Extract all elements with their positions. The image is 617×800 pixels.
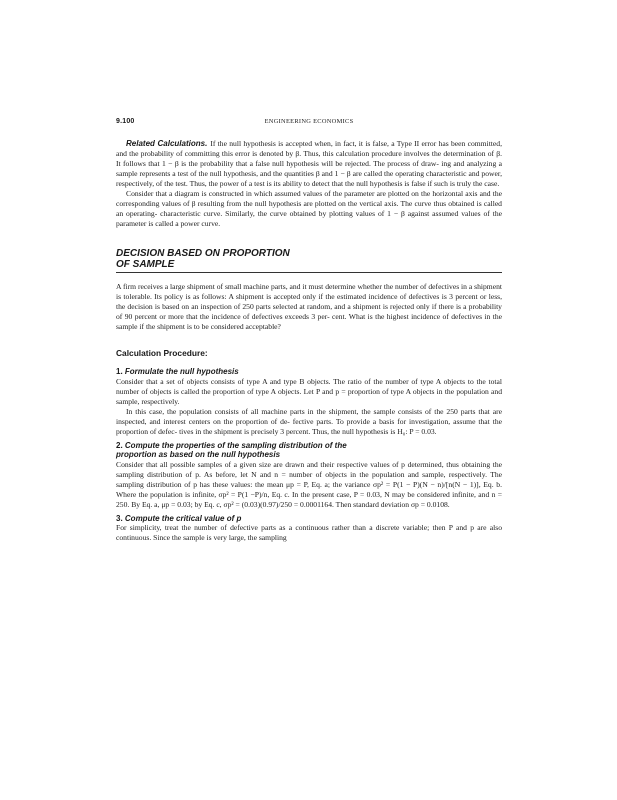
text-line: there is a probability of 90 percent or more that the incidence of defectives exceeds 3 per-: [116, 302, 502, 321]
steps-container: [116, 367, 502, 543]
step-title: Compute the properties of the sampling distribution of the: [124, 440, 347, 450]
text-line: A firm receives a large shipment of small machine parts, and it must determine whether: [116, 282, 382, 291]
text-line: 1 − β is the probability that a false null hypothesis will be rejected. The process of draw-: [161, 159, 439, 168]
text-line: For simplicity, treat the number of defective parts as a continuous rather than a discrete: [116, 523, 400, 533]
text-line: variable; then P and p are also continuous. Since the sample is very large, the sampling: [116, 523, 502, 543]
text-line: plotted on the horizontal axis and the corresponding values of β resulting from the null: [116, 189, 502, 208]
text-line: Type II error has been committed, and the probability of committing this error is denoted: [116, 139, 502, 158]
step-heading: [116, 514, 502, 524]
text-line: the power of a test is its ability to detect that the null hypothesis is false if such is truly the: [208, 179, 483, 188]
page-body: [116, 139, 502, 543]
section-title-line-2: OF SAMPLE: [116, 258, 175, 270]
running-title: ENGINEERING ECONOMICS: [264, 118, 354, 125]
page-header: [116, 118, 502, 130]
text-line: Consider that all possible samples of a given size are drawn and their respective values of p: [116, 459, 405, 469]
text-line: hypothesis are plotted on the vertical axis. The curve thus obtained is called an operating-: [116, 199, 502, 218]
text-line: these values: the mean μp = P, Eq. a; the variance σp² = P(1 − P)(N − n)/[n(N − 1)],: [212, 479, 481, 489]
related-calculations-paragraph-2: [116, 189, 502, 229]
text-line: case.: [484, 179, 500, 188]
step-heading: [116, 441, 502, 460]
text-line: consists of the 250 parts that are inspected, and interest centers on the proportion of de-: [116, 406, 502, 426]
text-line: considered acceptable?: [210, 322, 281, 331]
text-line: fective parts. To provide a basis for investigation, assume that the proportion of defec-: [116, 416, 502, 436]
text-line: In this case, the population consists of all machine parts in the shipment, the sample: [126, 406, 396, 416]
step-paragraph: [116, 523, 502, 543]
step-title-line-2: proportion as based on the null hypothesis: [116, 450, 281, 460]
text-line: 0.03, N may be considered infinite, and n = 250. By Eq. a, μp = 0.03; by Eq. c, σp² =: [116, 489, 502, 509]
text-line: tives in the shipment is precisely 3 percent. Thus, the null hypothesis is H₀: P = 0.03.: [179, 426, 437, 436]
step-title: Compute the critical value of p: [124, 513, 242, 523]
step-paragraph: [116, 377, 502, 407]
text-line: assumed values of the parameter is called a power curve.: [116, 209, 502, 228]
text-line: (0.03)(0.97)/250 = 0.0001164. Then standard deviation σp = 0.0108.: [241, 499, 450, 509]
text-line: number of type A objects to the total number of objects is called the proportion of type: [116, 376, 502, 396]
text-line: characteristic curve. Similarly, the curve obtained by plotting values of 1 − β against: [160, 209, 430, 218]
text-line: determined, thus obtaining the sampling distribution of p. As before, let N and n = number: [116, 459, 503, 479]
text-line: based on an inspection of 250 parts selected at random, and a shipment is rejected only if: [162, 302, 437, 311]
text-line: Consider that a diagram is constructed in which assumed values of the parameter are: [126, 189, 386, 198]
related-calculations-heading: Related Calculations.: [126, 139, 208, 148]
text-line: Eq. b. Where the population is infinite, σp² = P(1 −P)/n, Eq. c. In the present case, P =: [116, 479, 503, 499]
section-title: [116, 249, 502, 270]
step-number: 3.: [116, 513, 123, 523]
step-paragraph: [116, 407, 502, 437]
text-line: the number of defectives in a shipment is tolerable. Its policy is as follows: A shipment is: [116, 282, 502, 301]
text-line: If the null hypothesis is accepted when, in fact, it is false, a: [210, 139, 395, 148]
page-number: 9.100: [116, 118, 135, 125]
step-number: 1.: [116, 367, 123, 376]
section-rule: [116, 272, 502, 273]
step-heading: [116, 367, 502, 377]
text-line: A objects. Let P and p = proportion of type A objects in the population and sample,: [116, 386, 503, 406]
step-paragraph: [116, 460, 502, 510]
text-line: respectively.: [141, 396, 180, 406]
procedure-heading: Calculation Procedure:: [116, 348, 208, 358]
text-line: accepted only if the estimated incidence of defectives is 3 percent or less, the decision is: [116, 292, 503, 311]
text-line: cent. What is the highest incidence of defectives in the sample if the shipment is to be: [116, 312, 502, 331]
text-line: Consider that a set of objects consists of type A and type B objects. The ratio of the: [116, 376, 383, 386]
text-line: by β. Thus, this calculation procedure involves the determination of β. It follows that: [116, 149, 502, 168]
related-calculations-paragraph: [116, 139, 502, 189]
text-line: ing and analyzing a sample represents a test of the null hypothesis, and the quantities β and: [116, 159, 502, 178]
text-line: 1 − β are called the operating characteristic and power, respectively, of the test. Thus,: [116, 169, 503, 188]
text-line: of objects in the population and sample, respectively. The sampling distribution of p has: [116, 469, 502, 489]
step-number: 2.: [116, 440, 123, 450]
problem-statement: [116, 282, 502, 332]
step-title: Formulate the null hypothesis: [124, 367, 239, 376]
section-title-line-1: DECISION BASED ON PROPORTION: [116, 248, 290, 259]
